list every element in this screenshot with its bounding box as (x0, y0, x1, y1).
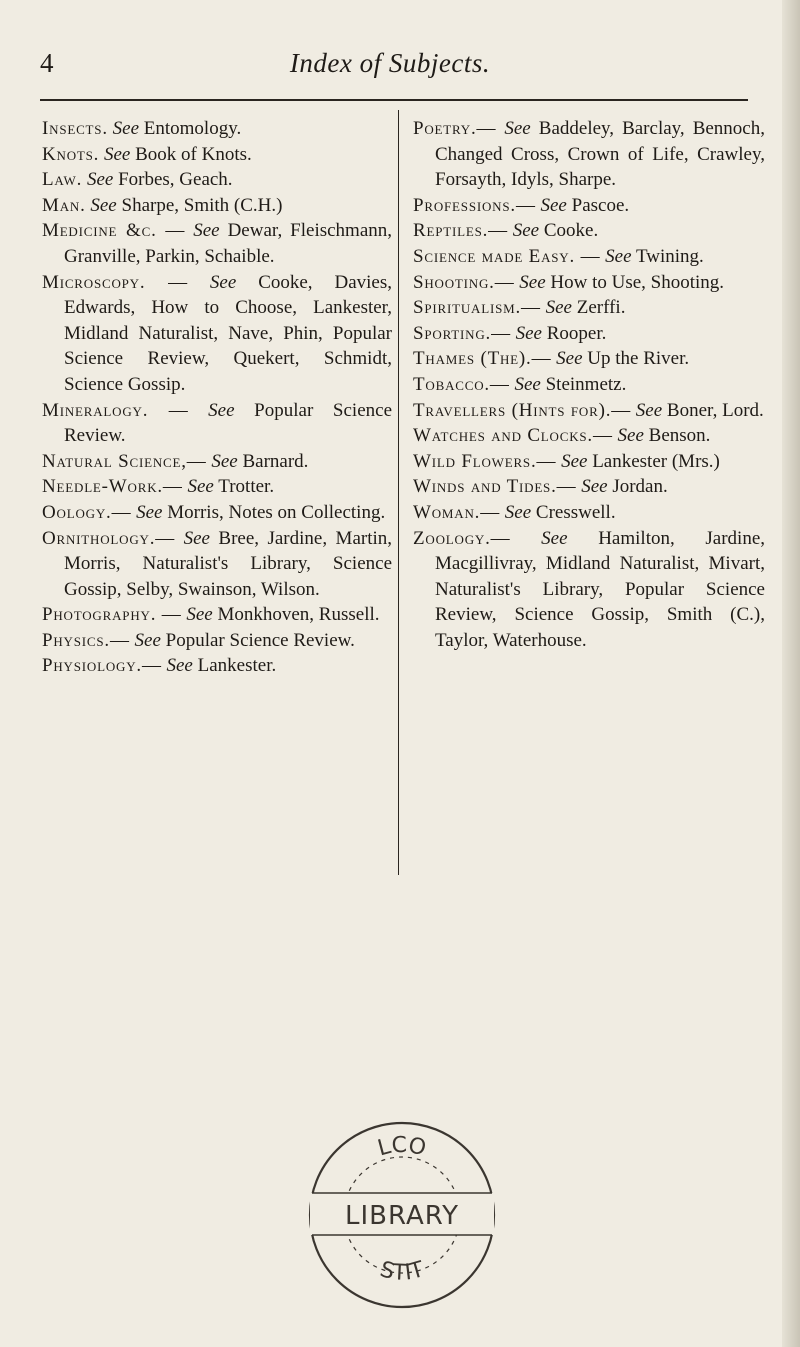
entry-see: See (541, 527, 568, 549)
entry-see: See (209, 271, 237, 293)
entry-see: See (617, 425, 644, 447)
index-entry (42, 142, 392, 168)
entry-see: See (103, 143, 131, 165)
entry-heading: Knots. (42, 143, 100, 165)
entry-references: Twining. (635, 245, 704, 267)
index-entry (413, 449, 765, 475)
index-entry (413, 423, 765, 449)
entry-references: Monkhoven, Russell. (217, 604, 380, 626)
entry-references: Rooper. (546, 322, 607, 344)
entry-heading: Travellers (Hints for).— (413, 399, 632, 421)
index-entry (42, 500, 392, 526)
index-entry (42, 398, 392, 449)
index-entry (42, 193, 392, 219)
index-entry (413, 193, 765, 219)
entry-see: See (540, 194, 567, 216)
library-stamp-graphic (304, 1117, 500, 1313)
index-column-right (413, 116, 765, 653)
entry-heading: Mineralogy. — (42, 399, 189, 421)
entry-references: Boner, Lord. (666, 399, 764, 421)
entry-references: Dewar, Fleischmann, Granville, Parkin, Schaible. (64, 220, 393, 267)
entry-heading: Physiology.— (42, 655, 162, 677)
entry-heading: Thames (The).— (413, 348, 552, 370)
entry-heading: Wild Flowers.— (413, 450, 557, 472)
index-entry (42, 116, 392, 142)
entry-see: See (187, 476, 214, 498)
entry-heading: Natural Science,— (42, 450, 207, 472)
entry-heading: Poetry.— (413, 118, 497, 139)
entry-see: See (545, 297, 572, 319)
index-entry (42, 602, 392, 628)
index-entry (413, 116, 765, 193)
entry-references: Hamilton, Jardine, Macgillivray, Midland Naturalist, Mivart, Naturalist's Library, Popular Science Review, Science Gossip, Smith (C.), Taylor, Waterhouse. (435, 527, 766, 651)
page-edge-shadow (782, 0, 800, 1347)
entry-heading: Woman.— (413, 501, 501, 523)
index-entry (413, 218, 765, 244)
index-entry (413, 295, 765, 321)
index-entry (42, 474, 392, 500)
index-entry (42, 526, 392, 603)
entry-heading: Law. (42, 169, 83, 191)
entry-see: See (90, 194, 117, 216)
index-entry (413, 398, 765, 424)
entry-references: Steinmetz. (545, 373, 627, 395)
entry-heading: Spiritualism.— (413, 297, 541, 319)
entry-references: Bree, Jardine, Martin, Morris, Naturalist's Library, Science Gossip, Selby, Swainson, Wilson. (64, 527, 393, 600)
entry-see: See (504, 118, 531, 139)
entry-see: See (134, 629, 161, 651)
entry-references: Trotter. (218, 476, 275, 498)
entry-references: How to Use, Shooting. (550, 271, 725, 293)
index-entry (413, 346, 765, 372)
entry-references: Sharpe, Smith (C.H.) (121, 194, 283, 216)
index-entry (42, 628, 392, 654)
entry-heading: Professions.— (413, 194, 536, 216)
index-entry (413, 372, 765, 398)
index-entry (42, 270, 392, 398)
entry-references: Lankester (Mrs.) (592, 450, 720, 472)
entry-heading: Tobacco.— (413, 373, 510, 395)
entry-see: See (166, 655, 193, 677)
index-entry (42, 653, 392, 679)
entry-see: See (556, 348, 583, 370)
entry-see: See (112, 118, 140, 139)
column-divider (398, 110, 399, 875)
index-entry (413, 526, 765, 654)
entry-heading: Ornithology.— (42, 527, 176, 549)
index-column-left (42, 116, 392, 679)
entry-see: See (183, 527, 210, 549)
entry-see: See (211, 450, 238, 472)
entry-references: Forbes, Geach. (118, 169, 233, 191)
entry-see: See (193, 220, 220, 242)
entry-references: Cooke, Davies, Edwards, How to Choose, Lankester, Midland Naturalist, Nave, Phin, Popular Science Review, Quekert, Schmidt, Science Gossip. (64, 271, 393, 395)
entry-see: See (519, 271, 546, 293)
entry-see: See (581, 476, 608, 498)
index-entry (413, 270, 765, 296)
entry-references: Popular Science Review. (165, 629, 355, 651)
entry-references: Zerffi. (576, 297, 626, 319)
entry-see: See (208, 399, 235, 421)
running-title: Index of Subjects. (289, 48, 491, 78)
entry-heading: Physics.— (42, 629, 130, 651)
index-entry (42, 218, 392, 269)
entry-see: See (515, 322, 542, 344)
entry-references: Entomology. (143, 118, 242, 139)
entry-references: Baddeley, Barclay, Bennoch, Changed Cross, Crown of Life, Crawley, Forsayth, Idyls, Sharpe. (435, 118, 765, 191)
entry-heading: Zoology.— (413, 527, 511, 549)
entry-heading: Shooting.— (413, 271, 515, 293)
library-stamp (304, 1117, 500, 1313)
index-entry (42, 449, 392, 475)
entry-references: Cooke. (543, 220, 599, 242)
entry-heading: Microscopy. — (42, 271, 188, 293)
entry-heading: Photography. — (42, 604, 182, 626)
entry-references: Morris, Notes on Collecting. (167, 501, 386, 523)
entry-heading: Man. (42, 194, 86, 216)
entry-see: See (514, 373, 541, 395)
page-header (40, 48, 740, 92)
header-rule (40, 99, 748, 101)
entry-references: Pascoe. (571, 194, 630, 216)
entry-heading: Watches and Clocks.— (413, 425, 613, 447)
index-entry (413, 474, 765, 500)
stamp-center-text: LIBRARY (344, 1201, 460, 1231)
index-entry (413, 500, 765, 526)
entry-heading: Oology.— (42, 501, 132, 523)
stamp-ring-text-bottom: STIT (377, 1257, 427, 1286)
entry-references: Book of Knots. (135, 143, 252, 165)
entry-references: Popular Science Review. (64, 399, 392, 447)
entry-heading: Sporting.— (413, 322, 511, 344)
stamp-ring-text-top: LCO (375, 1132, 429, 1162)
index-entry (413, 321, 765, 347)
entry-references: Jordan. (612, 476, 668, 498)
entry-see: See (635, 399, 663, 421)
entry-see: See (136, 501, 163, 523)
index-entry (42, 167, 392, 193)
entry-heading: Winds and Tides.— (413, 476, 577, 498)
entry-heading: Science made Easy. — (413, 245, 601, 267)
entry-references: Benson. (648, 425, 711, 447)
entry-references: Cresswell. (535, 501, 616, 523)
page-number: 4 (40, 48, 54, 78)
entry-references: Lankester. (197, 655, 277, 677)
entry-heading: Reptiles.— (413, 220, 508, 242)
entry-see: See (561, 450, 588, 472)
index-entry (413, 244, 765, 270)
entry-see: See (504, 501, 532, 523)
entry-heading: Needle-Work.— (42, 476, 183, 498)
entry-references: Barnard. (242, 450, 309, 472)
entry-see: See (605, 245, 632, 267)
entry-see: See (86, 169, 114, 191)
entry-see: See (512, 220, 540, 242)
entry-see: See (186, 604, 213, 626)
entry-heading: Medicine &c. — (42, 220, 186, 242)
entry-references: Up the River. (587, 348, 690, 370)
entry-heading: Insects. (42, 118, 108, 139)
